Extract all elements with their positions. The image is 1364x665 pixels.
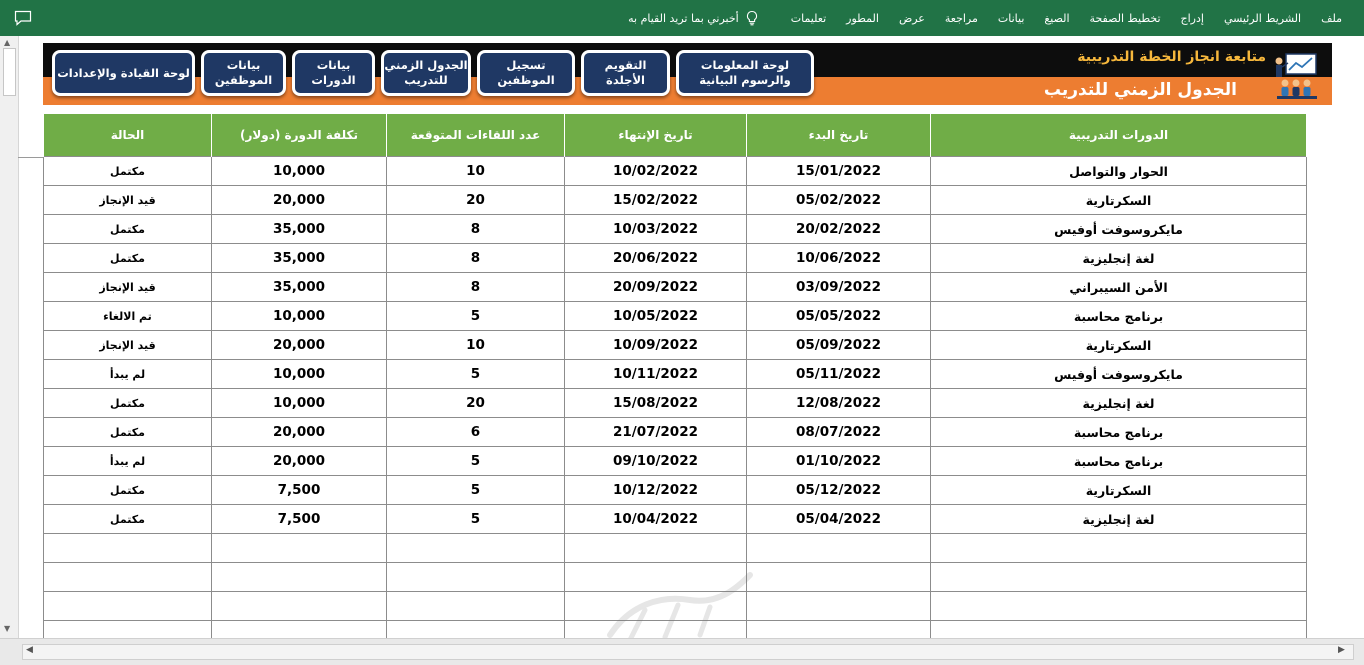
course-cell[interactable]: لغة إنجليزية: [931, 505, 1307, 534]
start-date-cell[interactable]: 05/11/2022: [747, 360, 931, 389]
tab-formulas[interactable]: الصيغ: [1044, 11, 1070, 25]
employee-registration-label: تسجيل الموظفين: [497, 58, 555, 87]
cost-cell[interactable]: 7,500: [212, 505, 387, 534]
employee-registration-button[interactable]: [477, 50, 575, 96]
course-cell[interactable]: السكرتارية: [931, 331, 1307, 360]
empty-cell[interactable]: [44, 592, 212, 621]
ribbon-bar: [0, 0, 1364, 36]
start-date-cell[interactable]: 03/09/2022: [747, 273, 931, 302]
course-cell[interactable]: برنامج محاسبة: [931, 418, 1307, 447]
empty-cell[interactable]: [565, 534, 747, 563]
header-cost[interactable]: تكلفة الدورة (دولار): [212, 114, 387, 157]
start-date-cell[interactable]: 08/07/2022: [747, 418, 931, 447]
empty-cell[interactable]: [747, 534, 931, 563]
status-cell[interactable]: مكتمل: [44, 389, 212, 418]
calendar-button[interactable]: [581, 50, 670, 96]
sessions-cell[interactable]: 10: [387, 157, 565, 186]
end-date-cell[interactable]: 20/09/2022: [565, 273, 747, 302]
scroll-track[interactable]: [22, 644, 1354, 660]
course-cell[interactable]: برنامج محاسبة: [931, 447, 1307, 476]
empty-cell[interactable]: [212, 563, 387, 592]
start-date-cell[interactable]: 05/05/2022: [747, 302, 931, 331]
end-date-cell[interactable]: 10/09/2022: [565, 331, 747, 360]
banner-title: متابعة انجاز الخطة التدريبية: [1077, 49, 1266, 65]
table-row[interactable]: [44, 418, 1307, 447]
lightbulb-icon: [745, 10, 759, 26]
tab-review[interactable]: مراجعة: [944, 11, 978, 25]
header-status[interactable]: الحالة: [44, 114, 212, 157]
status-cell[interactable]: مكتمل: [44, 157, 212, 186]
end-date-cell[interactable]: 10/02/2022: [565, 157, 747, 186]
empty-cell[interactable]: [212, 592, 387, 621]
start-date-cell[interactable]: 15/01/2022: [747, 157, 931, 186]
table-row[interactable]: [44, 447, 1307, 476]
status-cell[interactable]: مكتمل: [44, 505, 212, 534]
end-date-cell[interactable]: 10/03/2022: [565, 215, 747, 244]
tab-help[interactable]: تعليمات: [790, 11, 827, 25]
course-cell[interactable]: لغة إنجليزية: [931, 389, 1307, 418]
end-date-cell[interactable]: 10/11/2022: [565, 360, 747, 389]
status-cell[interactable]: قيد الإنجاز: [44, 273, 212, 302]
tab-file[interactable]: ملف: [1321, 11, 1342, 25]
table-row[interactable]: [44, 302, 1307, 331]
cost-cell[interactable]: 7,500: [212, 476, 387, 505]
tab-data[interactable]: بيانات: [997, 11, 1025, 25]
cost-cell[interactable]: 20,000: [212, 447, 387, 476]
sessions-cell[interactable]: 20: [387, 389, 565, 418]
start-date-cell[interactable]: 10/06/2022: [747, 244, 931, 273]
scroll-down-icon[interactable]: ▼: [4, 624, 11, 633]
cost-cell[interactable]: 35,000: [212, 273, 387, 302]
employees-data-button[interactable]: [201, 50, 286, 96]
table-row[interactable]: [44, 389, 1307, 418]
courses-data-button[interactable]: [292, 50, 375, 96]
end-date-cell[interactable]: 10/05/2022: [565, 302, 747, 331]
status-cell[interactable]: قيد الإنجاز: [44, 186, 212, 215]
empty-cell[interactable]: [387, 592, 565, 621]
cost-cell[interactable]: 20,000: [212, 331, 387, 360]
course-cell[interactable]: برنامج محاسبة: [931, 302, 1307, 331]
table-row[interactable]: [44, 476, 1307, 505]
course-cell[interactable]: الحوار والتواصل: [931, 157, 1307, 186]
start-date-cell[interactable]: 05/12/2022: [747, 476, 931, 505]
table-row[interactable]: [44, 157, 1307, 186]
table-row[interactable]: [44, 360, 1307, 389]
empty-cell[interactable]: [387, 534, 565, 563]
tell-me-text: أخبرني بما تريد القيام به: [628, 11, 739, 25]
end-date-cell[interactable]: 10/12/2022: [565, 476, 747, 505]
end-date-cell[interactable]: 10/04/2022: [565, 505, 747, 534]
start-date-cell[interactable]: 05/04/2022: [747, 505, 931, 534]
header-end-date[interactable]: تاريخ الإنتهاء: [565, 114, 747, 157]
status-cell[interactable]: لم يبدأ: [44, 447, 212, 476]
end-date-cell[interactable]: 15/08/2022: [565, 389, 747, 418]
status-cell[interactable]: تم الالغاء: [44, 302, 212, 331]
header-courses[interactable]: الدورات التدريبية: [931, 114, 1307, 157]
cost-cell[interactable]: 20,000: [212, 418, 387, 447]
training-schedule-label: الجدول الزمني للتدريب: [384, 58, 468, 87]
cost-cell[interactable]: 20,000: [212, 186, 387, 215]
header-start-date[interactable]: تاريخ البدء: [747, 114, 931, 157]
course-cell[interactable]: مايكروسوفت أوفيس: [931, 215, 1307, 244]
start-date-cell[interactable]: 01/10/2022: [747, 447, 931, 476]
sessions-cell[interactable]: 6: [387, 418, 565, 447]
course-cell[interactable]: مايكروسوفت أوفيس: [931, 360, 1307, 389]
scroll-left-icon[interactable]: ◀: [26, 645, 33, 655]
tab-page-layout[interactable]: تخطيط الصفحة: [1089, 11, 1161, 25]
info-dashboard-label: لوحة المعلومات والرسوم البيانية: [699, 58, 791, 87]
employees-data-label: بيانات الموظفين: [214, 58, 273, 87]
table-row[interactable]: [44, 331, 1307, 360]
training-schedule-button[interactable]: [381, 50, 471, 96]
watermark-logo: [600, 565, 760, 645]
course-cell[interactable]: الأمن السيبراني: [931, 273, 1307, 302]
course-cell[interactable]: السكرتارية: [931, 476, 1307, 505]
page-title: الجدول الزمني للتدريب: [1043, 80, 1237, 100]
table-row[interactable]: [44, 215, 1307, 244]
scroll-up-icon[interactable]: ▲: [4, 38, 11, 47]
status-cell[interactable]: لم يبدأ: [44, 360, 212, 389]
sessions-cell[interactable]: 5: [387, 302, 565, 331]
table-row[interactable]: [44, 505, 1307, 534]
cost-cell[interactable]: 10,000: [212, 157, 387, 186]
sessions-cell[interactable]: 5: [387, 505, 565, 534]
empty-cell[interactable]: [44, 534, 212, 563]
horizontal-scrollbar[interactable]: [0, 638, 1364, 665]
table-row[interactable]: [44, 186, 1307, 215]
sessions-cell[interactable]: 5: [387, 447, 565, 476]
header-sessions[interactable]: عدد اللقاءات المتوقعة: [387, 114, 565, 157]
info-dashboard-button[interactable]: [676, 50, 814, 96]
cost-cell[interactable]: 10,000: [212, 360, 387, 389]
ribbon-tabs: [628, 0, 1342, 36]
scroll-thumb[interactable]: [3, 48, 16, 96]
sessions-cell[interactable]: 8: [387, 215, 565, 244]
empty-cell[interactable]: [747, 563, 931, 592]
start-date-cell[interactable]: 12/08/2022: [747, 389, 931, 418]
tab-insert[interactable]: إدراج: [1180, 11, 1204, 25]
tab-home[interactable]: الشريط الرئيسي: [1223, 11, 1302, 25]
cost-cell[interactable]: 35,000: [212, 244, 387, 273]
presentation-icon: [1272, 51, 1320, 101]
sessions-cell[interactable]: 20: [387, 186, 565, 215]
calendar-label: التقويم الأجلدة: [604, 58, 647, 87]
sessions-cell[interactable]: 5: [387, 476, 565, 505]
sessions-cell[interactable]: 8: [387, 273, 565, 302]
table-row[interactable]: [44, 244, 1307, 273]
sessions-cell[interactable]: 10: [387, 331, 565, 360]
sessions-cell[interactable]: 8: [387, 244, 565, 273]
end-date-cell[interactable]: 20/06/2022: [565, 244, 747, 273]
empty-cell[interactable]: [212, 534, 387, 563]
status-cell[interactable]: مكتمل: [44, 418, 212, 447]
control-panel-button[interactable]: [52, 50, 195, 96]
status-cell[interactable]: قيد الإنجاز: [44, 331, 212, 360]
tell-me-search[interactable]: [628, 10, 759, 26]
tab-view[interactable]: عرض: [898, 11, 925, 25]
cost-cell[interactable]: 10,000: [212, 302, 387, 331]
empty-cell[interactable]: [387, 563, 565, 592]
tab-developer[interactable]: المطور: [846, 11, 879, 25]
status-cell[interactable]: مكتمل: [44, 476, 212, 505]
empty-cell[interactable]: [44, 563, 212, 592]
sessions-cell[interactable]: 5: [387, 360, 565, 389]
empty-cell[interactable]: [931, 534, 1307, 563]
course-cell[interactable]: السكرتارية: [931, 186, 1307, 215]
control-panel-label: لوحة القيادة والإعدادات: [57, 65, 190, 80]
vertical-scrollbar[interactable]: [0, 36, 19, 638]
status-cell[interactable]: مكتمل: [44, 215, 212, 244]
start-date-cell[interactable]: 20/02/2022: [747, 215, 931, 244]
scroll-right-icon[interactable]: ▶: [1338, 645, 1345, 655]
empty-cell[interactable]: [931, 592, 1307, 621]
table-header-row: [44, 114, 1307, 157]
empty-cell[interactable]: [931, 563, 1307, 592]
start-date-cell[interactable]: 05/02/2022: [747, 186, 931, 215]
cost-cell[interactable]: 35,000: [212, 215, 387, 244]
end-date-cell[interactable]: 21/07/2022: [565, 418, 747, 447]
start-date-cell[interactable]: 05/09/2022: [747, 331, 931, 360]
table-row[interactable]: [44, 273, 1307, 302]
empty-row[interactable]: [44, 534, 1307, 563]
course-cell[interactable]: لغة إنجليزية: [931, 244, 1307, 273]
end-date-cell[interactable]: 09/10/2022: [565, 447, 747, 476]
comment-icon[interactable]: [14, 10, 32, 26]
status-cell[interactable]: مكتمل: [44, 244, 212, 273]
end-date-cell[interactable]: 15/02/2022: [565, 186, 747, 215]
courses-data-label: بيانات الدورات: [311, 58, 356, 87]
empty-cell[interactable]: [747, 592, 931, 621]
cost-cell[interactable]: 10,000: [212, 389, 387, 418]
row-divider: [18, 157, 43, 158]
